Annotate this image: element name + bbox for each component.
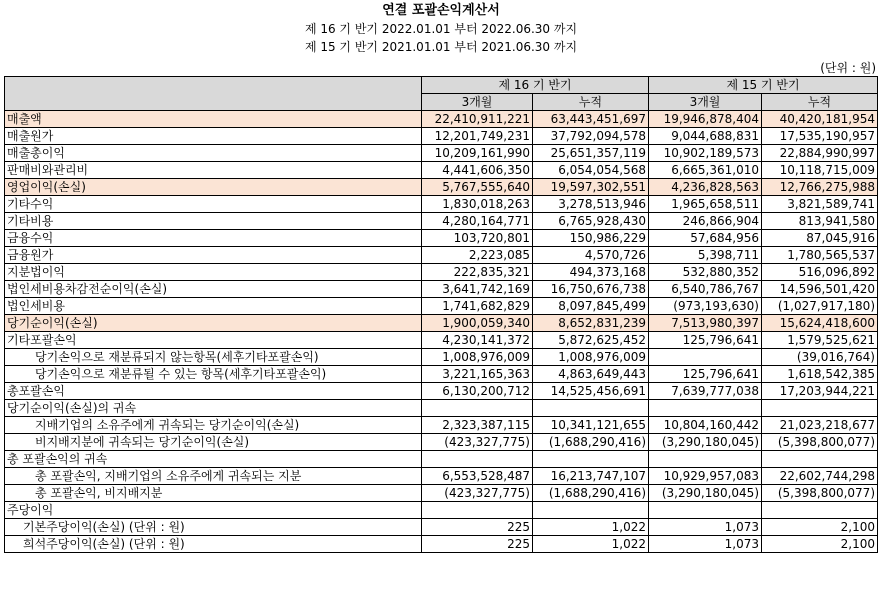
row-label: 기타포괄손익 — [5, 332, 422, 349]
row-value: 14,596,501,420 — [762, 281, 878, 298]
row-label: 법인세비용차감전순이익(손실) — [5, 281, 422, 298]
row-value: (423,327,775) — [422, 485, 533, 502]
row-value: 813,941,580 — [762, 213, 878, 230]
row-value: 22,602,744,298 — [762, 468, 878, 485]
table-row — [5, 485, 878, 502]
row-value: 4,863,649,443 — [533, 366, 649, 383]
row-value: 10,804,160,442 — [649, 417, 762, 434]
row-label: 당기손익으로 재분류되지 않는항목(세후기타포괄손익) — [5, 349, 422, 366]
table-row — [5, 417, 878, 434]
row-label: 희석주당이익(손실) (단위 : 원) — [5, 536, 422, 553]
table-row — [5, 111, 878, 128]
row-value: 125,796,641 — [649, 366, 762, 383]
row-value: (1,027,917,180) — [762, 298, 878, 315]
period-current: 제 16 기 반기 2022.01.01 부터 2022.06.30 까지 — [304, 22, 578, 36]
row-value: 7,513,980,397 — [649, 315, 762, 332]
table-row — [5, 366, 878, 383]
table-row — [5, 179, 878, 196]
table-row — [5, 536, 878, 553]
table-row — [5, 247, 878, 264]
row-value: 16,750,676,738 — [533, 281, 649, 298]
row-value: 16,213,747,107 — [533, 468, 649, 485]
row-value: 1,022 — [533, 519, 649, 536]
row-value: 225 — [422, 536, 533, 553]
row-label: 비지배지분에 귀속되는 당기순이익(손실) — [5, 434, 422, 451]
row-value: 4,236,828,563 — [649, 179, 762, 196]
row-value: 3,821,589,741 — [762, 196, 878, 213]
table-row — [5, 213, 878, 230]
row-value: 1,008,976,009 — [422, 349, 533, 366]
row-value: 87,045,916 — [762, 230, 878, 247]
row-value: 1,900,059,340 — [422, 315, 533, 332]
row-label: 기타비용 — [5, 213, 422, 230]
row-label: 총포괄손익 — [5, 383, 422, 400]
row-value: 10,341,121,655 — [533, 417, 649, 434]
row-value: (3,290,180,045) — [649, 485, 762, 502]
row-value: 10,209,161,990 — [422, 145, 533, 162]
row-value: 3,641,742,169 — [422, 281, 533, 298]
row-value — [649, 400, 762, 417]
row-value: (5,398,800,077) — [762, 485, 878, 502]
row-label: 지배기업의 소유주에게 귀속되는 당기순이익(손실) — [5, 417, 422, 434]
row-label: 기타수익 — [5, 196, 422, 213]
table-body — [5, 111, 878, 553]
row-value: 4,441,606,350 — [422, 162, 533, 179]
row-value — [422, 400, 533, 417]
row-value: 6,130,200,712 — [422, 383, 533, 400]
row-value — [533, 400, 649, 417]
report-title: 연결 포괄손익계산서 — [382, 3, 500, 18]
row-label: 총 포괄손익, 비지배지분 — [5, 485, 422, 502]
row-value: 3,221,165,363 — [422, 366, 533, 383]
unit-label: (단위 : 원) — [820, 61, 876, 75]
row-value: 7,639,777,038 — [649, 383, 762, 400]
row-label: 총 포괄손익의 귀속 — [5, 451, 422, 468]
period-prior: 제 15 기 반기 2021.01.01 부터 2021.06.30 까지 — [304, 40, 578, 54]
row-value: 19,946,878,404 — [649, 111, 762, 128]
row-value — [649, 502, 762, 519]
table-row — [5, 281, 878, 298]
row-value: 17,203,944,221 — [762, 383, 878, 400]
row-label: 매출총이익 — [5, 145, 422, 162]
row-value: 40,420,181,954 — [762, 111, 878, 128]
table-row — [5, 519, 878, 536]
header-sub: 3개월 — [649, 94, 762, 111]
row-value: 17,535,190,957 — [762, 128, 878, 145]
row-value: 14,525,456,691 — [533, 383, 649, 400]
row-value — [649, 451, 762, 468]
row-value: 2,323,387,115 — [422, 417, 533, 434]
row-value: (39,016,764) — [762, 349, 878, 366]
row-value: 246,866,904 — [649, 213, 762, 230]
row-label: 영업이익(손실) — [5, 179, 422, 196]
row-value — [762, 451, 878, 468]
row-value — [762, 502, 878, 519]
row-label: 주당이익 — [5, 502, 422, 519]
header-sub: 3개월 — [422, 94, 533, 111]
row-value: 2,100 — [762, 519, 878, 536]
row-value: 532,880,352 — [649, 264, 762, 281]
income-statement-table — [4, 76, 878, 553]
row-value: 10,902,189,573 — [649, 145, 762, 162]
row-label: 금융원가 — [5, 247, 422, 264]
row-value: 22,884,990,997 — [762, 145, 878, 162]
row-value: 4,280,164,771 — [422, 213, 533, 230]
row-value: 494,373,168 — [533, 264, 649, 281]
table-row — [5, 502, 878, 519]
row-value: 25,651,357,119 — [533, 145, 649, 162]
row-value: 222,835,321 — [422, 264, 533, 281]
row-value: 1,741,682,829 — [422, 298, 533, 315]
row-value: 12,201,749,231 — [422, 128, 533, 145]
table-row — [5, 128, 878, 145]
header-group-current: 제 16 기 반기 — [422, 77, 649, 94]
row-value: 8,652,831,239 — [533, 315, 649, 332]
row-value: 5,872,625,452 — [533, 332, 649, 349]
row-label: 매출액 — [5, 111, 422, 128]
table-row — [5, 145, 878, 162]
row-value: 10,929,957,083 — [649, 468, 762, 485]
header-group-prior: 제 15 기 반기 — [649, 77, 878, 94]
row-value: 6,540,786,767 — [649, 281, 762, 298]
row-value: (1,688,290,416) — [533, 434, 649, 451]
header-blank — [5, 77, 422, 111]
row-value: 1,008,976,009 — [533, 349, 649, 366]
row-value: 8,097,845,499 — [533, 298, 649, 315]
row-value: 37,792,094,578 — [533, 128, 649, 145]
table-row — [5, 196, 878, 213]
row-value: 10,118,715,009 — [762, 162, 878, 179]
row-label: 판매비와관리비 — [5, 162, 422, 179]
row-value: 2,100 — [762, 536, 878, 553]
row-value: 22,410,911,221 — [422, 111, 533, 128]
row-value: 125,796,641 — [649, 332, 762, 349]
table-row — [5, 298, 878, 315]
row-value: 3,278,513,946 — [533, 196, 649, 213]
row-value: 6,765,928,430 — [533, 213, 649, 230]
row-value: 63,443,451,697 — [533, 111, 649, 128]
row-label: 법인세비용 — [5, 298, 422, 315]
row-label: 당기순이익(손실) — [5, 315, 422, 332]
row-value: 150,986,229 — [533, 230, 649, 247]
row-value: 1,579,525,621 — [762, 332, 878, 349]
header-row-group — [5, 77, 878, 94]
table-row — [5, 162, 878, 179]
row-value: 4,570,726 — [533, 247, 649, 264]
table-row — [5, 383, 878, 400]
row-value: 57,684,956 — [649, 230, 762, 247]
row-value: 2,223,085 — [422, 247, 533, 264]
row-label: 총 포괄손익, 지배기업의 소유주에게 귀속되는 지분 — [5, 468, 422, 485]
header-sub: 누적 — [533, 94, 649, 111]
header-sub: 누적 — [762, 94, 878, 111]
row-value — [422, 451, 533, 468]
row-value: (973,193,630) — [649, 298, 762, 315]
table-row — [5, 468, 878, 485]
row-value: 1,780,565,537 — [762, 247, 878, 264]
row-value: 9,044,688,831 — [649, 128, 762, 145]
row-value: 12,766,275,988 — [762, 179, 878, 196]
row-value: 21,023,218,677 — [762, 417, 878, 434]
report-header — [0, 2, 882, 56]
row-value: 103,720,801 — [422, 230, 533, 247]
row-label: 당기순이익(손실)의 귀속 — [5, 400, 422, 417]
table-row — [5, 400, 878, 417]
row-value: 19,597,302,551 — [533, 179, 649, 196]
row-value: 1,965,658,511 — [649, 196, 762, 213]
row-label: 금융수익 — [5, 230, 422, 247]
table-row — [5, 230, 878, 247]
row-value: 6,553,528,487 — [422, 468, 533, 485]
row-value: 516,096,892 — [762, 264, 878, 281]
row-value: (423,327,775) — [422, 434, 533, 451]
table-row — [5, 434, 878, 451]
row-value — [533, 502, 649, 519]
row-value: 1,073 — [649, 519, 762, 536]
row-value: (1,688,290,416) — [533, 485, 649, 502]
row-value: 5,398,711 — [649, 247, 762, 264]
table-row — [5, 315, 878, 332]
row-label: 당기손익으로 재분류될 수 있는 항목(세후기타포괄손익) — [5, 366, 422, 383]
row-value: 15,624,418,600 — [762, 315, 878, 332]
table-row — [5, 349, 878, 366]
row-value — [422, 502, 533, 519]
table-row — [5, 264, 878, 281]
row-label: 기본주당이익(손실) (단위 : 원) — [5, 519, 422, 536]
row-value: 1,830,018,263 — [422, 196, 533, 213]
row-value — [533, 451, 649, 468]
row-value — [649, 349, 762, 366]
row-value: 1,073 — [649, 536, 762, 553]
row-value: (3,290,180,045) — [649, 434, 762, 451]
row-value: 4,230,141,372 — [422, 332, 533, 349]
row-label: 지분법이익 — [5, 264, 422, 281]
row-value: (5,398,800,077) — [762, 434, 878, 451]
row-value: 1,022 — [533, 536, 649, 553]
row-value: 1,618,542,385 — [762, 366, 878, 383]
table-row — [5, 451, 878, 468]
row-value: 6,054,054,568 — [533, 162, 649, 179]
row-value: 225 — [422, 519, 533, 536]
row-value: 6,665,361,010 — [649, 162, 762, 179]
row-value — [762, 400, 878, 417]
table-row — [5, 332, 878, 349]
row-value: 5,767,555,640 — [422, 179, 533, 196]
row-label: 매출원가 — [5, 128, 422, 145]
